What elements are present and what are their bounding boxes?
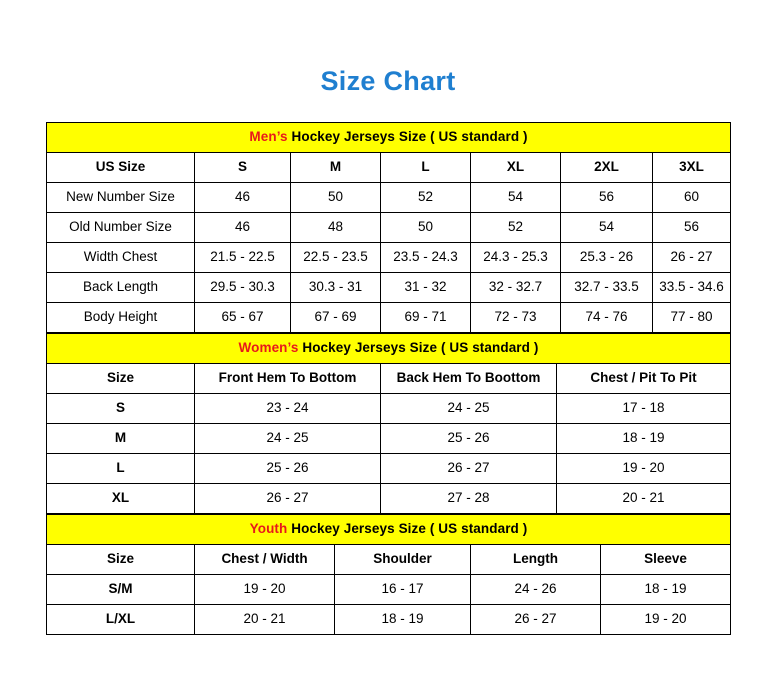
table-row [47, 243, 731, 273]
mens-cell: 30.3 - 31 [291, 273, 381, 303]
table-header-row [47, 364, 731, 394]
youth-row-label: S/M [47, 575, 195, 605]
mens-header-cell: 2XL [561, 153, 653, 183]
mens-cell: 56 [561, 183, 653, 213]
youth-cell: 20 - 21 [195, 605, 335, 635]
mens-cell: 72 - 73 [471, 303, 561, 333]
youth-cell: 24 - 26 [471, 575, 601, 605]
table-row [47, 213, 731, 243]
mens-header-cell: M [291, 153, 381, 183]
womens-cell: 23 - 24 [195, 394, 381, 424]
youth-cell: 26 - 27 [471, 605, 601, 635]
youth-cell: 16 - 17 [335, 575, 471, 605]
table-row [47, 575, 731, 605]
womens-cell: 20 - 21 [557, 484, 731, 514]
mens-cell: 26 - 27 [653, 243, 731, 273]
table-header-row [47, 153, 731, 183]
table-row [47, 394, 731, 424]
table-row [47, 183, 731, 213]
mens-header-cell: 3XL [653, 153, 731, 183]
mens-cell: 74 - 76 [561, 303, 653, 333]
mens-cell: 33.5 - 34.6 [653, 273, 731, 303]
womens-cell: 26 - 27 [195, 484, 381, 514]
womens-row-label: L [47, 454, 195, 484]
youth-cell: 19 - 20 [601, 605, 731, 635]
womens-banner-rest: Hockey Jerseys Size ( US standard ) [298, 340, 539, 356]
womens-banner [47, 334, 731, 364]
mens-cell: 31 - 32 [381, 273, 471, 303]
mens-cell: 21.5 - 22.5 [195, 243, 291, 273]
mens-cell: 29.5 - 30.3 [195, 273, 291, 303]
mens-cell: 50 [381, 213, 471, 243]
mens-cell: 46 [195, 213, 291, 243]
table-banner-row [47, 334, 731, 364]
mens-cell: 46 [195, 183, 291, 213]
table-row [47, 454, 731, 484]
youth-banner-rest: Hockey Jerseys Size ( US standard ) [287, 521, 528, 537]
mens-banner-highlight: Men’s [249, 129, 288, 145]
mens-row-label: Back Length [47, 273, 195, 303]
mens-row-label: Body Height [47, 303, 195, 333]
womens-row-label: XL [47, 484, 195, 514]
mens-cell: 65 - 67 [195, 303, 291, 333]
womens-cell: 26 - 27 [381, 454, 557, 484]
mens-cell: 56 [653, 213, 731, 243]
youth-header-cell: Sleeve [601, 545, 731, 575]
womens-size-table [46, 333, 731, 514]
womens-cell: 24 - 25 [195, 424, 381, 454]
womens-cell: 17 - 18 [557, 394, 731, 424]
youth-cell: 18 - 19 [335, 605, 471, 635]
womens-header-cell: Chest / Pit To Pit [557, 364, 731, 394]
mens-cell: 52 [381, 183, 471, 213]
mens-cell: 67 - 69 [291, 303, 381, 333]
mens-cell: 60 [653, 183, 731, 213]
mens-row-label: New Number Size [47, 183, 195, 213]
womens-header-cell: Back Hem To Boottom [381, 364, 557, 394]
mens-cell: 32 - 32.7 [471, 273, 561, 303]
womens-row-label: M [47, 424, 195, 454]
size-tables-container [46, 95, 730, 635]
youth-cell: 19 - 20 [195, 575, 335, 605]
mens-header-cell: XL [471, 153, 561, 183]
youth-cell: 18 - 19 [601, 575, 731, 605]
table-header-row [47, 545, 731, 575]
womens-cell: 27 - 28 [381, 484, 557, 514]
youth-header-cell: Chest / Width [195, 545, 335, 575]
mens-banner-rest: Hockey Jerseys Size ( US standard ) [287, 129, 528, 145]
page-title: Size Chart [320, 66, 456, 96]
mens-cell: 24.3 - 25.3 [471, 243, 561, 273]
mens-cell: 54 [561, 213, 653, 243]
youth-row-label: L/XL [47, 605, 195, 635]
mens-banner [47, 123, 731, 153]
youth-header-cell: Length [471, 545, 601, 575]
table-row [47, 303, 731, 333]
mens-cell: 23.5 - 24.3 [381, 243, 471, 273]
mens-cell: 77 - 80 [653, 303, 731, 333]
mens-header-cell: S [195, 153, 291, 183]
table-row [47, 605, 731, 635]
mens-cell: 69 - 71 [381, 303, 471, 333]
mens-cell: 50 [291, 183, 381, 213]
mens-header-cell: L [381, 153, 471, 183]
mens-cell: 54 [471, 183, 561, 213]
youth-banner [47, 515, 731, 545]
mens-row-label: Width Chest [47, 243, 195, 273]
youth-header-cell: Size [47, 545, 195, 575]
mens-row-label: Old Number Size [47, 213, 195, 243]
table-row [47, 484, 731, 514]
youth-header-cell: Shoulder [335, 545, 471, 575]
womens-header-cell: Front Hem To Bottom [195, 364, 381, 394]
table-row [47, 273, 731, 303]
mens-size-table [46, 122, 731, 333]
mens-cell: 25.3 - 26 [561, 243, 653, 273]
table-row [47, 424, 731, 454]
womens-header-cell: Size [47, 364, 195, 394]
table-banner-row [47, 515, 731, 545]
womens-row-label: S [47, 394, 195, 424]
youth-size-table [46, 514, 731, 635]
mens-cell: 52 [471, 213, 561, 243]
youth-banner-highlight: Youth [249, 521, 288, 537]
mens-cell: 22.5 - 23.5 [291, 243, 381, 273]
womens-cell: 24 - 25 [381, 394, 557, 424]
mens-header-cell: US Size [47, 153, 195, 183]
womens-banner-highlight: Women’s [238, 340, 299, 356]
womens-cell: 18 - 19 [557, 424, 731, 454]
womens-cell: 25 - 26 [195, 454, 381, 484]
womens-cell: 25 - 26 [381, 424, 557, 454]
mens-cell: 48 [291, 213, 381, 243]
table-banner-row [47, 123, 731, 153]
womens-cell: 19 - 20 [557, 454, 731, 484]
mens-cell: 32.7 - 33.5 [561, 273, 653, 303]
